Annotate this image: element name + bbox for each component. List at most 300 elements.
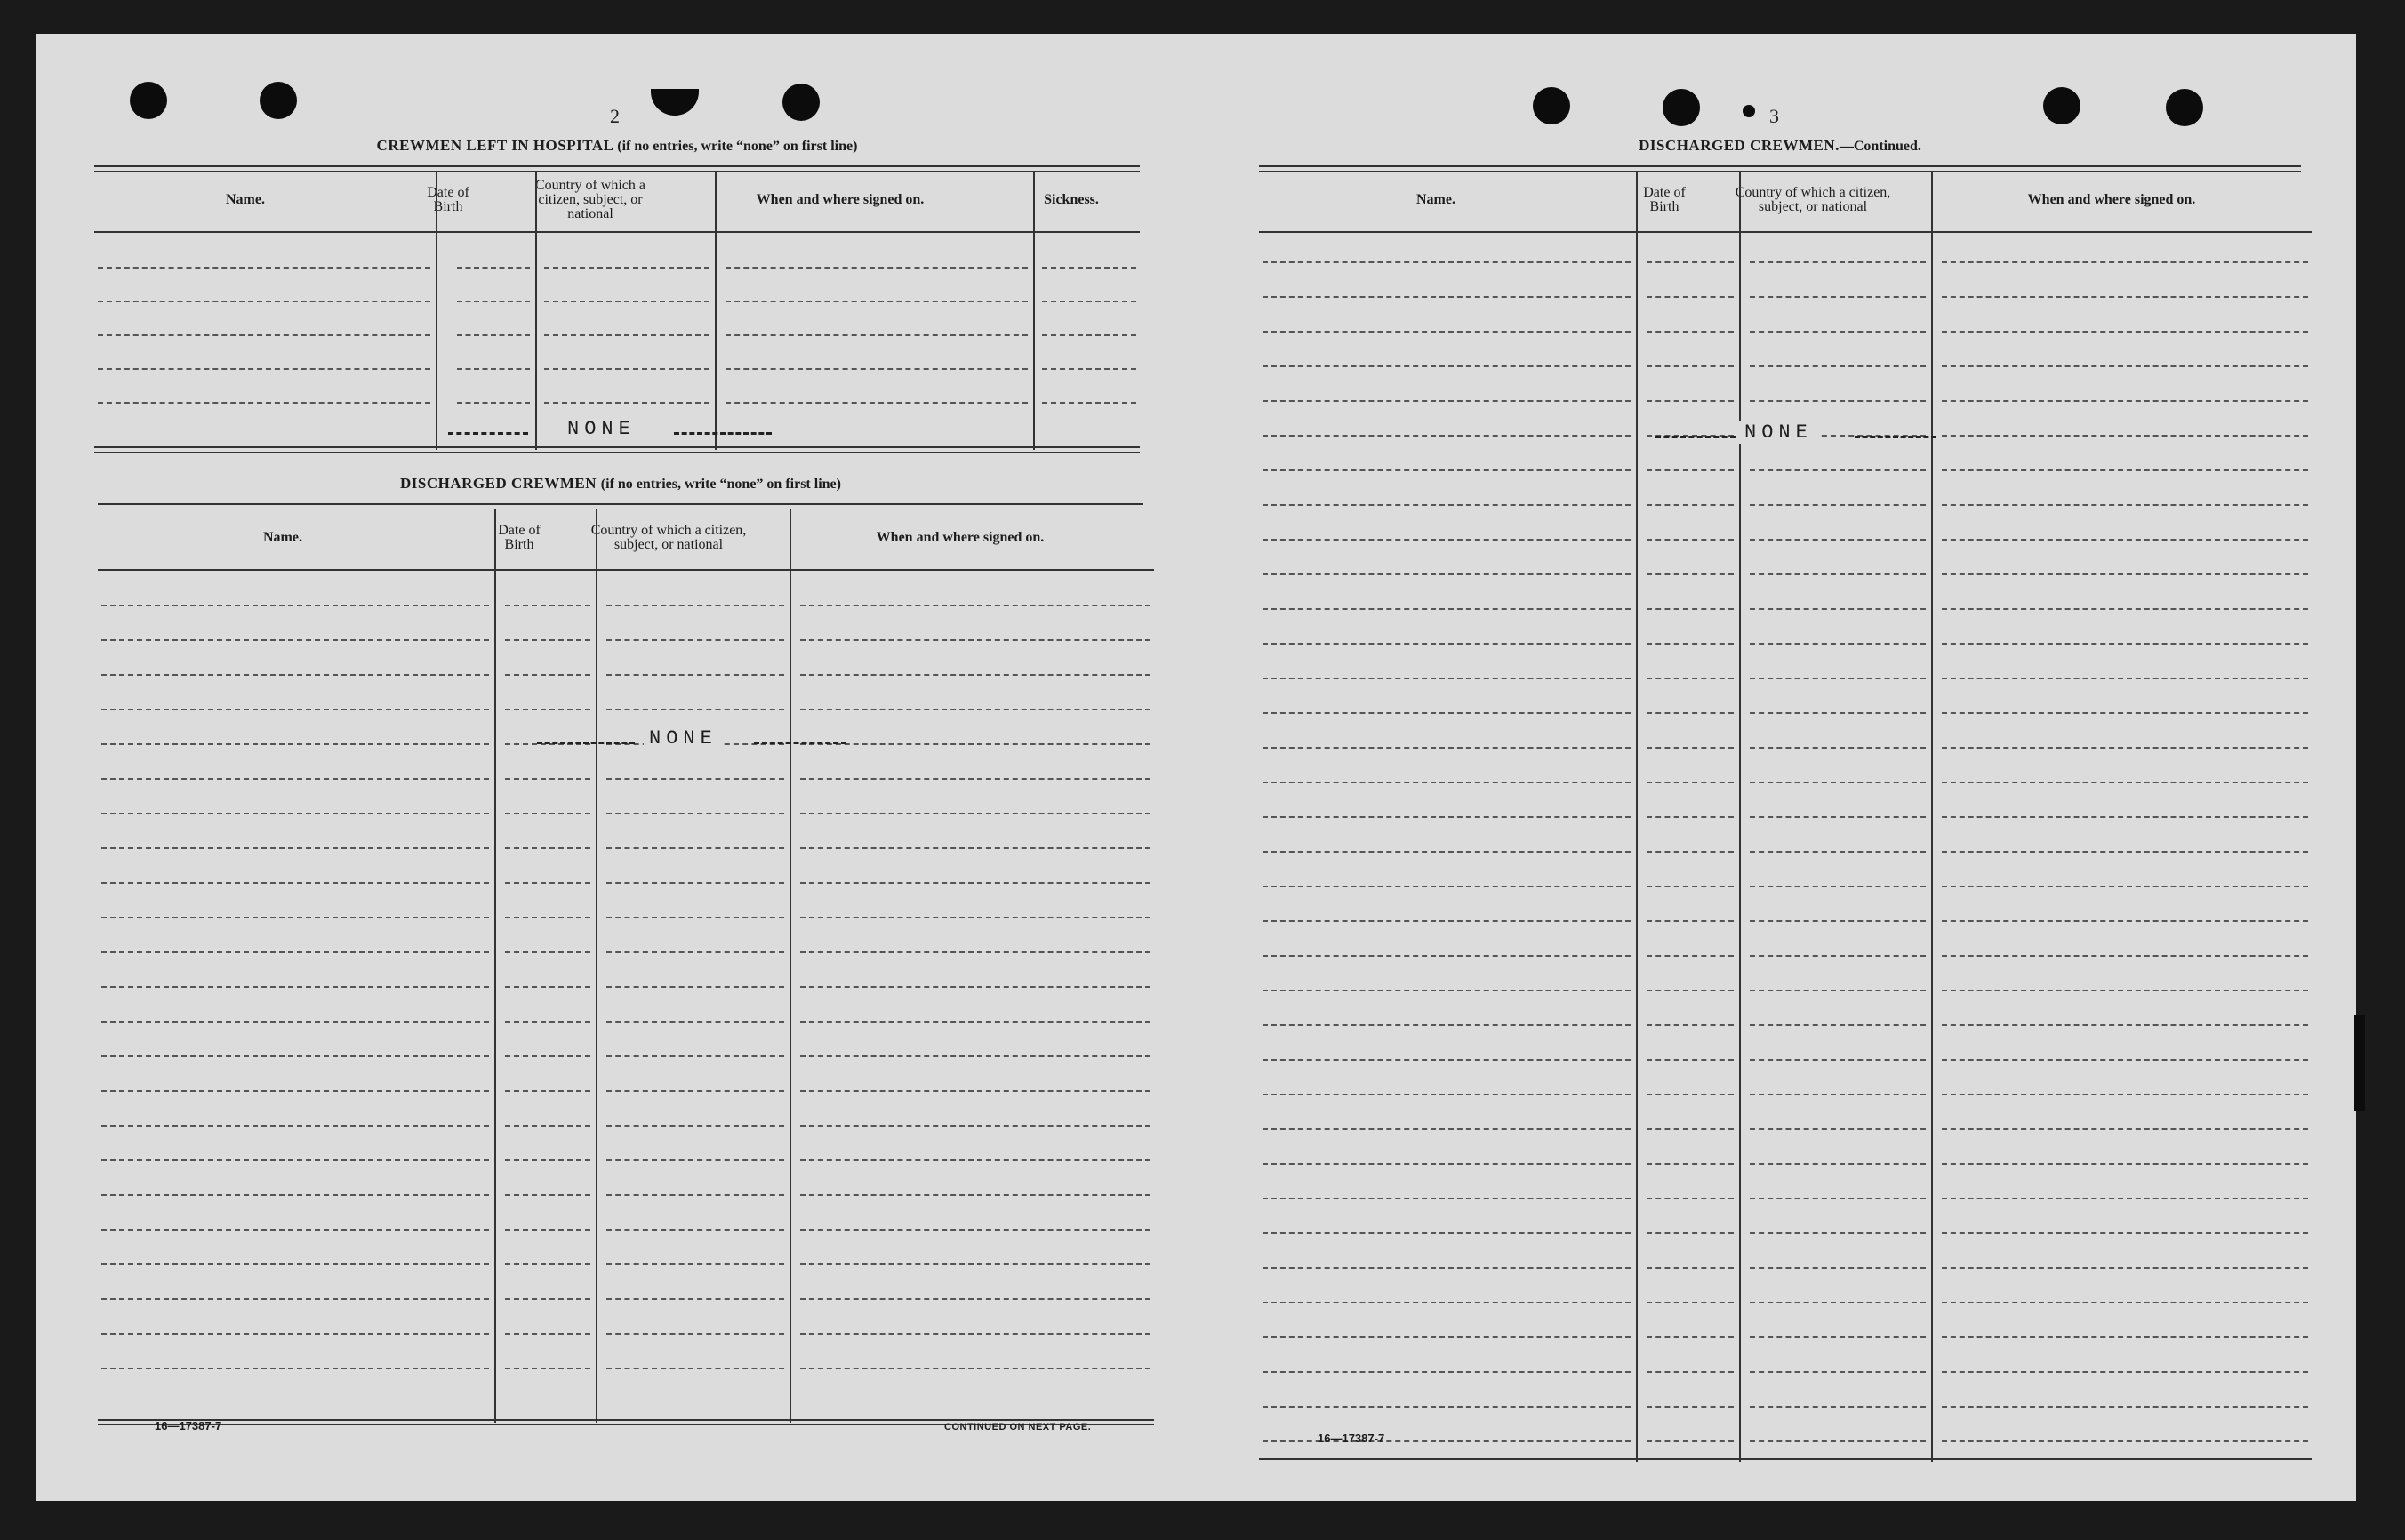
ruled-line bbox=[505, 951, 590, 953]
ruled-line bbox=[1647, 608, 1734, 610]
ruled-line bbox=[1942, 331, 2308, 333]
col-header-signed-on: When and where signed on. bbox=[756, 192, 925, 207]
ruled-line bbox=[1647, 504, 1734, 506]
ruled-line bbox=[505, 778, 590, 780]
ruled-line bbox=[726, 301, 1028, 302]
ruled-line bbox=[1942, 573, 2308, 575]
ruled-line bbox=[606, 1333, 784, 1335]
ruled-line bbox=[101, 1333, 489, 1335]
ruled-line bbox=[1263, 539, 1631, 541]
ruled-line bbox=[726, 368, 1028, 370]
none-entry: NONE bbox=[644, 727, 723, 750]
ruled-line bbox=[505, 709, 590, 710]
ruled-line bbox=[726, 402, 1028, 404]
ruled-line bbox=[101, 743, 489, 745]
ruled-line bbox=[800, 1125, 1150, 1127]
ruled-line bbox=[457, 301, 530, 302]
ruled-line bbox=[1750, 712, 1926, 714]
ruled-line bbox=[505, 847, 590, 849]
ruled-line bbox=[505, 1368, 590, 1369]
ruled-line bbox=[1647, 1406, 1734, 1408]
column-divider bbox=[1033, 171, 1035, 450]
ruled-line bbox=[1263, 573, 1631, 575]
ruled-line bbox=[1942, 400, 2308, 402]
ruled-line bbox=[1647, 920, 1734, 922]
ruled-line bbox=[1750, 1302, 1926, 1303]
col-header-name: Name. bbox=[263, 530, 302, 545]
ruled-line bbox=[101, 674, 489, 676]
ruled-line bbox=[1942, 920, 2308, 922]
ruled-line bbox=[1263, 782, 1631, 783]
ruled-line bbox=[1750, 331, 1926, 333]
ruled-line bbox=[1263, 1163, 1631, 1165]
none-dash-left bbox=[537, 742, 635, 744]
ruled-line bbox=[606, 847, 784, 849]
ruled-line bbox=[1042, 368, 1136, 370]
form-sheet bbox=[36, 34, 2356, 1501]
ruled-line bbox=[1750, 1371, 1926, 1373]
ruled-line bbox=[101, 1194, 489, 1196]
ruled-line bbox=[1647, 261, 1734, 263]
ruled-line bbox=[1942, 1371, 2308, 1373]
ruled-line bbox=[1942, 1163, 2308, 1165]
ruled-line bbox=[606, 813, 784, 814]
page-number: 2 bbox=[610, 105, 620, 127]
ruled-line bbox=[101, 951, 489, 953]
ruled-line bbox=[101, 917, 489, 918]
header-rule bbox=[94, 231, 1140, 233]
ruled-line bbox=[1263, 1302, 1631, 1303]
ruled-line bbox=[800, 1055, 1150, 1057]
ruled-line bbox=[101, 882, 489, 884]
ruled-line bbox=[606, 1368, 784, 1369]
right-page bbox=[1191, 34, 2356, 1501]
ruled-line bbox=[1647, 1267, 1734, 1269]
column-divider bbox=[715, 171, 717, 450]
ruled-line bbox=[1750, 886, 1926, 887]
ruled-line bbox=[1263, 1406, 1631, 1408]
ruled-line bbox=[800, 1263, 1150, 1265]
ruled-line bbox=[606, 1090, 784, 1092]
ruled-line bbox=[1647, 1198, 1734, 1199]
ruled-line bbox=[726, 334, 1028, 336]
col-header-country: Country of which a citizen, subject, or national bbox=[535, 178, 645, 221]
ruled-line bbox=[606, 1194, 784, 1196]
header-rule bbox=[1259, 231, 2312, 233]
ruled-line bbox=[457, 402, 530, 404]
ruled-line bbox=[505, 1055, 590, 1057]
ruled-line bbox=[1263, 296, 1631, 298]
ruled-line bbox=[1942, 643, 2308, 645]
ruled-line bbox=[1647, 816, 1734, 818]
ruled-line bbox=[1647, 712, 1734, 714]
ruled-line bbox=[800, 1194, 1150, 1196]
ruled-line bbox=[606, 1055, 784, 1057]
ruled-line bbox=[1263, 400, 1631, 402]
ruled-line bbox=[800, 847, 1150, 849]
ruled-line bbox=[101, 1055, 489, 1057]
ruled-line bbox=[606, 1263, 784, 1265]
ruled-line bbox=[1263, 1371, 1631, 1373]
ruled-line bbox=[1263, 678, 1631, 679]
ruled-line bbox=[1263, 1094, 1631, 1095]
column-divider bbox=[596, 509, 597, 1423]
column-divider bbox=[535, 171, 537, 450]
ruled-line bbox=[1750, 365, 1926, 367]
ruled-line bbox=[1647, 990, 1734, 991]
col-header-date-of-birth: Date of Birth bbox=[427, 185, 469, 214]
ruled-line bbox=[800, 674, 1150, 676]
ruled-line bbox=[1750, 990, 1926, 991]
ruled-line bbox=[505, 1229, 590, 1231]
ruled-line bbox=[1750, 469, 1926, 471]
none-entry: NONE bbox=[1739, 421, 1818, 444]
ruled-line bbox=[505, 1194, 590, 1196]
ruled-line bbox=[98, 267, 430, 269]
ruled-line bbox=[1263, 1059, 1631, 1061]
discharged-continued-title-text: DISCHARGED CREWMEN. bbox=[1639, 137, 1840, 154]
ruled-line bbox=[101, 1021, 489, 1023]
ruled-line bbox=[800, 1229, 1150, 1231]
ruled-line bbox=[1647, 365, 1734, 367]
ruled-line bbox=[1647, 1440, 1734, 1442]
ruled-line bbox=[800, 1021, 1150, 1023]
col-header-country: Country of which a citizen, subject, or national bbox=[1735, 185, 1891, 214]
ruled-line bbox=[505, 605, 590, 606]
ruled-line bbox=[1750, 573, 1926, 575]
ruled-line bbox=[98, 402, 430, 404]
ruled-line bbox=[800, 951, 1150, 953]
ruled-line bbox=[1942, 678, 2308, 679]
discharged-continued-title bbox=[1259, 137, 2301, 155]
ruled-line bbox=[1647, 1024, 1734, 1026]
ruled-line bbox=[1263, 1267, 1631, 1269]
ruled-line bbox=[1263, 1128, 1631, 1130]
column-divider bbox=[436, 171, 437, 450]
ruled-line bbox=[1263, 365, 1631, 367]
ruled-line bbox=[1647, 1336, 1734, 1338]
col-header-date-of-birth: Date of Birth bbox=[498, 523, 541, 552]
ruled-line bbox=[1942, 1059, 2308, 1061]
ruled-line bbox=[1942, 1267, 2308, 1269]
ruled-line bbox=[505, 1125, 590, 1127]
none-dash-left bbox=[1655, 436, 1736, 438]
ruled-line bbox=[1647, 886, 1734, 887]
discharged-table bbox=[98, 509, 1154, 1423]
ruled-line bbox=[1942, 1198, 2308, 1199]
ruled-line bbox=[1263, 608, 1631, 610]
ruled-line bbox=[1750, 816, 1926, 818]
ruled-line bbox=[606, 917, 784, 918]
ruled-line bbox=[544, 368, 709, 370]
col-header-signed-on: When and where signed on. bbox=[876, 530, 1045, 545]
ruled-line bbox=[1263, 469, 1631, 471]
ruled-line bbox=[606, 1125, 784, 1127]
ruled-line bbox=[606, 951, 784, 953]
ruled-line bbox=[800, 882, 1150, 884]
ruled-line bbox=[606, 1229, 784, 1231]
ruled-line bbox=[1263, 504, 1631, 506]
ruled-line bbox=[101, 1090, 489, 1092]
ruled-line bbox=[505, 1090, 590, 1092]
ruled-line bbox=[1263, 1198, 1631, 1199]
ruled-line bbox=[1942, 608, 2308, 610]
ruled-line bbox=[98, 368, 430, 370]
ruled-line bbox=[1647, 1163, 1734, 1165]
ruled-line bbox=[1042, 334, 1136, 336]
ruled-line bbox=[1750, 782, 1926, 783]
ruled-line bbox=[1263, 747, 1631, 749]
ruled-line bbox=[800, 709, 1150, 710]
ruled-line bbox=[1647, 400, 1734, 402]
ruled-line bbox=[505, 674, 590, 676]
ruled-line bbox=[800, 1298, 1150, 1300]
header-rule bbox=[98, 569, 1154, 571]
ruled-line bbox=[1263, 816, 1631, 818]
ruled-line bbox=[1942, 1024, 2308, 1026]
ruled-line bbox=[1647, 955, 1734, 957]
ruled-line bbox=[1647, 747, 1734, 749]
ruled-line bbox=[1942, 469, 2308, 471]
hospital-table bbox=[94, 171, 1140, 450]
ruled-line bbox=[606, 778, 784, 780]
none-dash-right bbox=[1855, 436, 1936, 438]
ruled-line bbox=[1750, 643, 1926, 645]
ruled-line bbox=[1750, 1163, 1926, 1165]
discharged-section-title bbox=[98, 475, 1143, 493]
ruled-line bbox=[1750, 1024, 1926, 1026]
ruled-line bbox=[101, 813, 489, 814]
ruled-line bbox=[1942, 886, 2308, 887]
discharged-title-note: (if no entries, write “none” on first line) bbox=[600, 477, 841, 492]
ruled-line bbox=[1750, 747, 1926, 749]
continued-note: CONTINUED ON NEXT PAGE. bbox=[944, 1422, 1092, 1432]
ruled-line bbox=[101, 1229, 489, 1231]
ruled-line bbox=[1750, 1267, 1926, 1269]
ruled-line bbox=[1942, 851, 2308, 853]
ruled-line bbox=[1263, 990, 1631, 991]
ruled-line bbox=[1942, 747, 2308, 749]
ruled-line bbox=[1263, 851, 1631, 853]
ruled-line bbox=[726, 267, 1028, 269]
ruled-line bbox=[1647, 296, 1734, 298]
ruled-line bbox=[1647, 1094, 1734, 1095]
ruled-line bbox=[505, 986, 590, 988]
ruled-line bbox=[800, 986, 1150, 988]
ruled-line bbox=[101, 1159, 489, 1161]
ruled-line bbox=[606, 605, 784, 606]
ruled-line bbox=[800, 1159, 1150, 1161]
ruled-line bbox=[1942, 1094, 2308, 1095]
ruled-line bbox=[1750, 296, 1926, 298]
ruled-line bbox=[1263, 1336, 1631, 1338]
ruled-line bbox=[606, 986, 784, 988]
ruled-line bbox=[544, 301, 709, 302]
left-page bbox=[36, 34, 1191, 1501]
ruled-line bbox=[606, 1021, 784, 1023]
col-header-signed-on: When and where signed on. bbox=[2027, 192, 2196, 207]
form-number: 16—17387-7 bbox=[1318, 1432, 1385, 1445]
ruled-line bbox=[800, 605, 1150, 606]
ruled-line bbox=[98, 334, 430, 336]
ruled-line bbox=[457, 368, 530, 370]
ruled-line bbox=[101, 709, 489, 710]
ruled-line bbox=[1942, 1232, 2308, 1234]
continued-suffix: —Continued. bbox=[1839, 139, 1921, 154]
column-divider bbox=[494, 509, 496, 1423]
ruled-line bbox=[101, 1263, 489, 1265]
ruled-line bbox=[800, 1333, 1150, 1335]
ruled-line bbox=[1263, 261, 1631, 263]
ruled-line bbox=[800, 917, 1150, 918]
ruled-line bbox=[1263, 643, 1631, 645]
ruled-line bbox=[1750, 539, 1926, 541]
ruled-line bbox=[800, 813, 1150, 814]
col-header-sickness: Sickness. bbox=[1044, 192, 1099, 207]
ruled-line bbox=[505, 1263, 590, 1265]
col-header-country: Country of which a citizen, subject, or national bbox=[590, 523, 747, 552]
ruled-line bbox=[1750, 955, 1926, 957]
ruled-line bbox=[1750, 1198, 1926, 1199]
ruled-line bbox=[1750, 504, 1926, 506]
page-number: 3 bbox=[1769, 105, 1779, 127]
ruled-line bbox=[101, 1125, 489, 1127]
ruled-line bbox=[1750, 851, 1926, 853]
ruled-line bbox=[1263, 331, 1631, 333]
discharged-continued-table bbox=[1259, 171, 2312, 1462]
ruled-line bbox=[1263, 886, 1631, 887]
ruled-line bbox=[1647, 1302, 1734, 1303]
ruled-line bbox=[1647, 678, 1734, 679]
ruled-line bbox=[544, 267, 709, 269]
none-dash-left bbox=[448, 432, 528, 435]
ruled-line bbox=[101, 639, 489, 641]
ruled-line bbox=[101, 847, 489, 849]
column-divider bbox=[1636, 171, 1638, 1462]
column-divider bbox=[1739, 171, 1741, 1462]
ruled-line bbox=[1942, 261, 2308, 263]
ruled-line bbox=[544, 334, 709, 336]
ruled-line bbox=[1263, 435, 1631, 437]
ruled-line bbox=[1942, 712, 2308, 714]
ruled-line bbox=[1750, 1094, 1926, 1095]
column-divider bbox=[790, 509, 791, 1423]
ruled-line bbox=[606, 882, 784, 884]
col-header-name: Name. bbox=[1416, 192, 1455, 207]
ruled-line bbox=[1942, 990, 2308, 991]
none-entry: NONE bbox=[562, 418, 641, 440]
ruled-line bbox=[1647, 851, 1734, 853]
ruled-line bbox=[1942, 435, 2308, 437]
ruled-line bbox=[1750, 261, 1926, 263]
ruled-line bbox=[1647, 331, 1734, 333]
ruled-line bbox=[505, 1333, 590, 1335]
ruled-line bbox=[1750, 920, 1926, 922]
ruled-line bbox=[1942, 1336, 2308, 1338]
ruled-line bbox=[1942, 1440, 2308, 1442]
bottom-rule bbox=[94, 446, 1140, 453]
ruled-line bbox=[101, 778, 489, 780]
ruled-line bbox=[505, 1021, 590, 1023]
none-dash-right bbox=[674, 432, 772, 435]
hospital-section-title bbox=[94, 137, 1140, 155]
bottom-rule bbox=[1259, 1458, 2312, 1464]
column-divider bbox=[1931, 171, 1933, 1462]
ruled-line bbox=[505, 882, 590, 884]
ruled-line bbox=[1263, 1232, 1631, 1234]
ruled-line bbox=[505, 917, 590, 918]
form-number: 16—17387-7 bbox=[155, 1419, 222, 1432]
ruled-line bbox=[606, 639, 784, 641]
ruled-line bbox=[544, 402, 709, 404]
ruled-line bbox=[1042, 402, 1136, 404]
ruled-line bbox=[98, 301, 430, 302]
ruled-line bbox=[800, 778, 1150, 780]
ruled-line bbox=[800, 743, 1150, 745]
ruled-line bbox=[1647, 1232, 1734, 1234]
ruled-line bbox=[606, 709, 784, 710]
ruled-line bbox=[1647, 643, 1734, 645]
ruled-line bbox=[1750, 1440, 1926, 1442]
ruled-line bbox=[1647, 782, 1734, 783]
ruled-line bbox=[800, 1368, 1150, 1369]
ruled-line bbox=[505, 1159, 590, 1161]
ruled-line bbox=[457, 267, 530, 269]
ruled-line bbox=[505, 1298, 590, 1300]
ruled-line bbox=[800, 639, 1150, 641]
ruled-line bbox=[1263, 955, 1631, 957]
ruled-line bbox=[606, 1298, 784, 1300]
ruled-line bbox=[101, 1298, 489, 1300]
ruled-line bbox=[1042, 267, 1136, 269]
discharged-title-text: DISCHARGED CREWMEN bbox=[400, 475, 597, 492]
hospital-title-note: (if no entries, write “none” on first line) bbox=[617, 139, 858, 154]
ruled-line bbox=[1647, 469, 1734, 471]
ruled-line bbox=[1942, 504, 2308, 506]
ruled-line bbox=[505, 639, 590, 641]
ruled-line bbox=[1263, 712, 1631, 714]
ruled-line bbox=[1750, 1336, 1926, 1338]
ruled-line bbox=[1942, 816, 2308, 818]
ruled-line bbox=[1750, 1406, 1926, 1408]
ruled-line bbox=[1647, 1371, 1734, 1373]
ruled-line bbox=[101, 986, 489, 988]
ruled-line bbox=[1942, 1128, 2308, 1130]
ruled-line bbox=[1647, 1059, 1734, 1061]
ruled-line bbox=[1263, 920, 1631, 922]
col-header-name: Name. bbox=[226, 192, 265, 207]
ruled-line bbox=[1942, 955, 2308, 957]
ruled-line bbox=[1647, 539, 1734, 541]
ruled-line bbox=[1750, 1128, 1926, 1130]
ruled-line bbox=[1647, 1128, 1734, 1130]
ruled-line bbox=[606, 674, 784, 676]
ruled-line bbox=[1750, 400, 1926, 402]
ruled-line bbox=[1942, 1406, 2308, 1408]
ruled-line bbox=[1750, 678, 1926, 679]
ruled-line bbox=[606, 1159, 784, 1161]
ruled-line bbox=[1942, 539, 2308, 541]
ruled-line bbox=[1942, 365, 2308, 367]
hospital-title-text: CREWMEN LEFT IN HOSPITAL bbox=[376, 137, 613, 154]
none-dash-right bbox=[754, 742, 846, 744]
ruled-line bbox=[1750, 1059, 1926, 1061]
ruled-line bbox=[1750, 608, 1926, 610]
ruled-line bbox=[505, 813, 590, 814]
ruled-line bbox=[1750, 1232, 1926, 1234]
ruled-line bbox=[800, 1090, 1150, 1092]
ruled-line bbox=[1647, 573, 1734, 575]
